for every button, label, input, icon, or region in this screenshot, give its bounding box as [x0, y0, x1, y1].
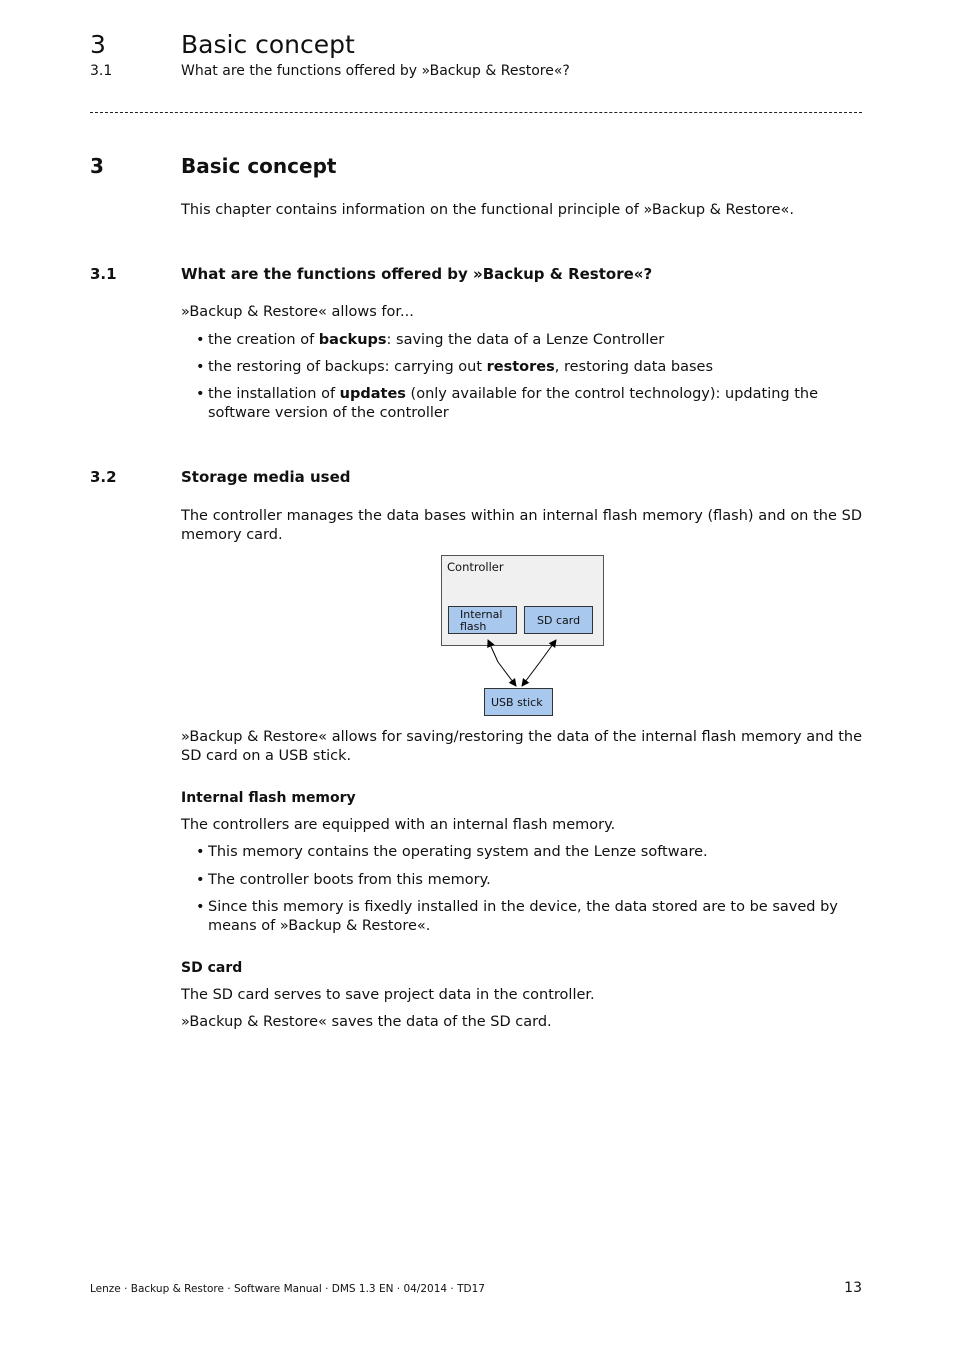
- list-item-text: the installation of: [208, 386, 340, 402]
- running-header-chapter-title: Basic concept: [181, 30, 355, 59]
- bullet-marker: •: [196, 386, 205, 402]
- chapter-title: Basic concept: [181, 154, 337, 178]
- bullet-marker: •: [196, 332, 205, 348]
- list-item: The controller boots from this memory.: [208, 872, 491, 888]
- sd-card-label: SD card: [537, 614, 581, 627]
- section-3-2-after-diagram: »Backup & Restore« allows for saving/restoring the data of the internal flash memory and the SD card on a USB stick.: [181, 729, 862, 764]
- chapter-intro: This chapter contains information on the functional principle of »Backup & Restore«.: [181, 202, 795, 218]
- sd-card-line-1: The SD card serves to save project data in the controller.: [181, 987, 595, 1003]
- arrow-to-usb: [498, 662, 516, 686]
- bullet-marker: •: [196, 359, 205, 375]
- list-item-text: , restoring data bases: [554, 359, 714, 375]
- controller-label: Controller: [447, 560, 504, 574]
- list-item-restores: [208, 358, 862, 377]
- header-divider: [90, 112, 862, 113]
- running-header-section-number: 3.1: [90, 63, 113, 79]
- bullet-marker: •: [196, 899, 205, 915]
- list-item-text: : saving the data of a Lenze Controller: [386, 332, 665, 348]
- internal-flash-lead: The controllers are equipped with an internal flash memory.: [181, 817, 616, 833]
- footer-text: Lenze · Backup & Restore · Software Manual · DMS 1.3 EN · 04/2014 · TD17: [90, 1283, 485, 1295]
- section-3-2-intro: The controller manages the data bases within an internal flash memory (flash) and on the SD memory card.: [181, 508, 862, 543]
- internal-flash-label-line2: flash: [460, 620, 487, 633]
- list-item-text: (only available for the control technology): updating the software version of the controller: [208, 386, 819, 421]
- internal-flash-heading: Internal flash memory: [181, 790, 356, 806]
- section-3-1-number: 3.1: [90, 265, 117, 283]
- bullet-marker: •: [196, 844, 205, 860]
- section-3-2-number: 3.2: [90, 468, 117, 486]
- list-item: This memory contains the operating system and the Lenze software.: [208, 844, 708, 860]
- list-item: Since this memory is fixedly installed in the device, the data stored are to be saved by means of »Backup & Restore«.: [208, 899, 838, 934]
- section-3-2-title: Storage media used: [181, 468, 351, 486]
- sd-card-line-2: »Backup & Restore« saves the data of the SD card.: [181, 1014, 552, 1030]
- list-item-keyword: updates: [339, 386, 406, 402]
- list-item-updates: [208, 385, 862, 423]
- list-item-backups: [208, 331, 862, 350]
- list-item-text: the restoring of backups: carrying out: [208, 359, 487, 375]
- running-header-chapter-number: 3: [90, 30, 106, 59]
- section-3-1-title: What are the functions offered by »Backup & Restore«?: [181, 265, 653, 283]
- internal-flash-label-line1: Internal: [460, 608, 503, 621]
- list-item-keyword: backups: [318, 332, 387, 348]
- arrow-to-usb-from-sd: [522, 662, 540, 686]
- chapter-number: 3: [90, 154, 104, 178]
- list-item-text: the creation of: [208, 332, 319, 348]
- running-header-section-title: What are the functions offered by »Backup & Restore«?: [181, 63, 570, 79]
- page-number: 13: [844, 1280, 862, 1296]
- section-3-1-lead: »Backup & Restore« allows for...: [181, 304, 414, 320]
- bullet-marker: •: [196, 872, 205, 888]
- sd-card-heading: SD card: [181, 960, 243, 976]
- list-item-keyword: restores: [486, 359, 555, 375]
- usb-stick-label: USB stick: [491, 696, 543, 709]
- storage-media-diagram: [436, 552, 608, 722]
